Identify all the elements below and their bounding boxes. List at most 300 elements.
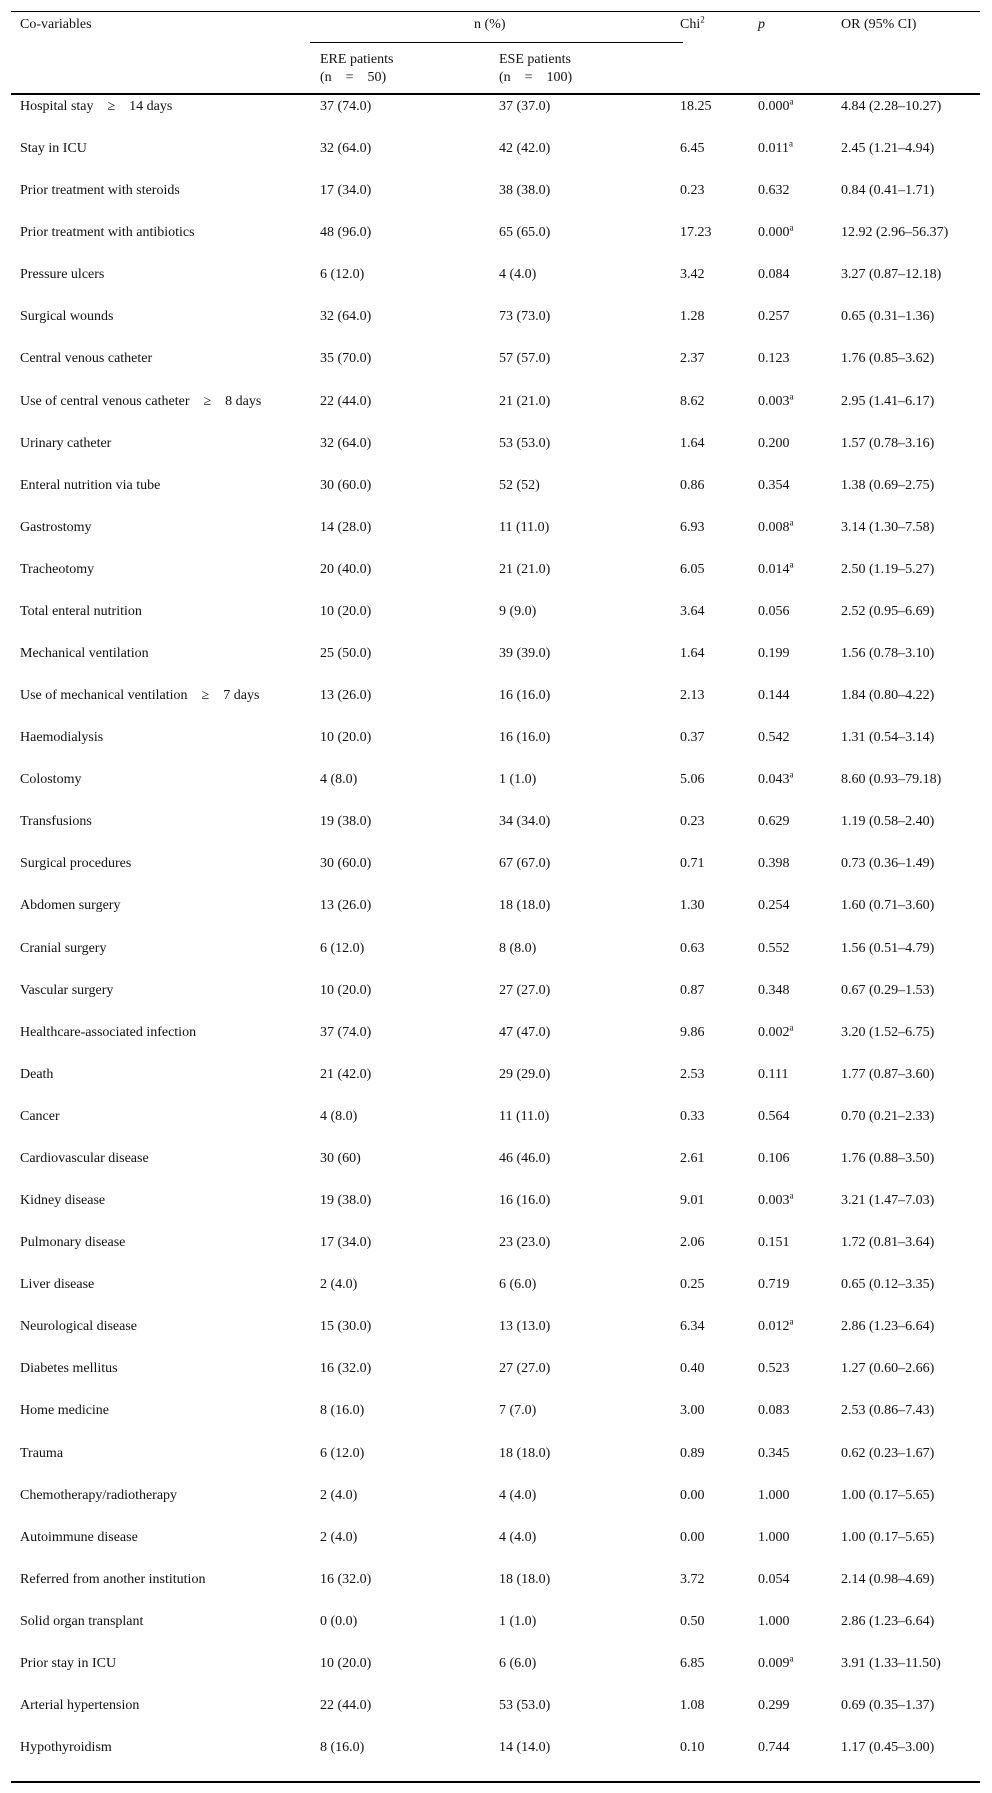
chi-square-cell: 0.23	[680, 183, 705, 199]
ere-count-cell: 30 (60.0)	[320, 856, 372, 872]
ese-count-cell: 37 (37.0)	[499, 99, 551, 114]
ere-count-cell: 4 (8.0)	[320, 1108, 358, 1124]
covariable-cell: Prior stay in ICU	[20, 1655, 117, 1671]
odds-ratio-cell: 2.86 (1.23–6.64)	[841, 1613, 935, 1629]
chi-square-cell: 6.34	[680, 1319, 705, 1335]
covariable-cell: Colostomy	[20, 772, 82, 788]
ese-count-cell: 4 (4.0)	[499, 267, 537, 283]
group-header-rule	[310, 42, 683, 43]
chi-square-cell: 9.01	[680, 1193, 705, 1209]
odds-ratio-cell: 0.67 (0.29–1.53)	[841, 982, 935, 998]
ere-count-cell: 2 (4.0)	[320, 1487, 358, 1503]
p-value-cell	[758, 1108, 838, 1127]
table-row	[11, 1276, 980, 1318]
ese-count-cell: 16 (16.0)	[499, 730, 551, 746]
p-value: 0.744	[758, 1740, 790, 1756]
odds-ratio-cell: 1.72 (0.81–3.64)	[841, 1235, 935, 1251]
ese-count-cell: 6 (6.0)	[499, 1277, 537, 1293]
ere-count-cell: 2 (4.0)	[320, 1277, 358, 1293]
p-value-cell	[758, 1192, 838, 1211]
ese-count-cell: 47 (47.0)	[499, 1024, 551, 1040]
chi-square-cell: 0.89	[680, 1445, 705, 1461]
ere-count-cell: 10 (20.0)	[320, 982, 372, 998]
p-value: 0.299	[758, 1697, 790, 1713]
table-row	[11, 1150, 980, 1192]
odds-ratio-cell: 8.60 (0.93–79.18)	[841, 772, 942, 788]
chi-square-cell: 0.25	[680, 1277, 705, 1293]
table-row	[11, 1697, 980, 1739]
covariable-cell: Solid organ transplant	[20, 1613, 144, 1629]
p-value: 0.008	[758, 519, 790, 535]
chi-square-cell: 0.23	[680, 814, 705, 830]
p-value-cell	[758, 1024, 838, 1043]
p-value: 0.200	[758, 435, 790, 451]
header-p-value: p	[758, 17, 765, 32]
p-value: 1.000	[758, 1529, 790, 1545]
p-value: 0.523	[758, 1361, 790, 1377]
ese-count-cell: 53 (53.0)	[499, 435, 551, 451]
chi-square-cell: 1.08	[680, 1697, 705, 1713]
header-n-percent: n (%)	[474, 17, 506, 32]
table-row	[11, 1066, 980, 1108]
odds-ratio-cell: 3.91 (1.33–11.50)	[841, 1655, 941, 1671]
ese-count-cell: 42 (42.0)	[499, 141, 551, 157]
chi-square-cell: 0.00	[680, 1529, 705, 1545]
covariable-cell: Hospital stay ≥ 14 days	[20, 99, 173, 114]
p-value: 0.011	[758, 141, 789, 157]
covariable-cell: Home medicine	[20, 1403, 110, 1419]
covariable-cell: Autoimmune disease	[20, 1529, 138, 1545]
covariable-cell: Central venous catheter	[20, 351, 153, 367]
chi-square-cell: 0.71	[680, 856, 705, 872]
ere-count-cell: 10 (20.0)	[320, 730, 372, 746]
covariable-cell: Prior treatment with antibiotics	[20, 225, 195, 241]
ese-count-cell: 34 (34.0)	[499, 814, 551, 830]
ese-count-cell: 21 (21.0)	[499, 561, 551, 577]
p-value: 0.564	[758, 1108, 790, 1124]
chi-square-cell: 0.87	[680, 982, 705, 998]
p-value: 0.003	[758, 1193, 790, 1209]
p-value: 0.629	[758, 814, 790, 830]
ese-count-cell: 11 (11.0)	[499, 1108, 550, 1124]
ere-count-cell: 22 (44.0)	[320, 393, 372, 409]
p-value: 0.254	[758, 898, 790, 914]
covariable-cell: Prior treatment with steroids	[20, 183, 180, 199]
significance-marker: a	[789, 390, 794, 401]
covariable-cell: Tracheotomy	[20, 561, 95, 577]
ese-count-cell: 8 (8.0)	[499, 940, 537, 956]
p-value-cell	[758, 771, 838, 790]
chi-square-cell: 2.06	[680, 1235, 705, 1251]
significance-marker: a	[789, 517, 794, 528]
p-value-cell	[758, 729, 838, 748]
ere-count-cell: 6 (12.0)	[320, 940, 365, 956]
p-value-cell	[758, 603, 838, 622]
covariable-cell: Vascular surgery	[20, 982, 114, 998]
p-value-cell	[758, 1445, 838, 1464]
header-odds-ratio: OR (95% CI)	[841, 17, 917, 32]
table-row	[11, 1024, 980, 1066]
table-row	[11, 771, 980, 813]
table-row	[11, 897, 980, 939]
ere-count-cell: 16 (32.0)	[320, 1361, 372, 1377]
p-value-cell	[758, 308, 838, 327]
chi-square-cell: 0.40	[680, 1361, 705, 1377]
table-row	[11, 308, 980, 350]
ese-count-cell: 18 (18.0)	[499, 1571, 551, 1587]
ese-count-cell: 67 (67.0)	[499, 856, 551, 872]
table-row	[11, 1360, 980, 1402]
odds-ratio-cell: 1.31 (0.54–3.14)	[841, 730, 935, 746]
significance-marker: a	[789, 96, 794, 107]
ese-count-cell: 4 (4.0)	[499, 1529, 537, 1545]
p-value-cell	[758, 1655, 838, 1674]
ese-count-cell: 52 (52)	[499, 477, 540, 493]
table-row	[11, 1192, 980, 1234]
table-row	[11, 1108, 980, 1150]
table-row	[11, 940, 980, 982]
significance-marker: a	[789, 769, 794, 780]
p-value: 0.000	[758, 225, 790, 241]
p-value: 0.632	[758, 183, 790, 199]
ere-count-cell: 30 (60)	[320, 1150, 361, 1166]
odds-ratio-cell: 0.62 (0.23–1.67)	[841, 1445, 935, 1461]
p-value: 0.345	[758, 1445, 790, 1461]
odds-ratio-cell: 2.45 (1.21–4.94)	[841, 141, 935, 157]
header-ere-patients: ERE patients	[320, 52, 394, 67]
ese-count-cell: 16 (16.0)	[499, 1193, 551, 1209]
covariable-cell: Healthcare-associated infection	[20, 1024, 197, 1040]
p-value: 0.151	[758, 1235, 790, 1251]
p-value-cell	[758, 1487, 838, 1506]
significance-marker: a	[789, 1022, 794, 1033]
table-row	[11, 1571, 980, 1613]
chi-square-cell: 2.61	[680, 1150, 705, 1166]
table-row	[11, 813, 980, 855]
covariable-cell: Abdomen surgery	[20, 898, 121, 914]
ere-count-cell: 48 (96.0)	[320, 225, 372, 241]
odds-ratio-cell: 12.92 (2.96–56.37)	[841, 225, 949, 241]
p-value: 1.000	[758, 1487, 790, 1503]
covariable-cell: Cardiovascular disease	[20, 1150, 149, 1166]
ese-count-cell: 14 (14.0)	[499, 1740, 551, 1756]
covariable-cell: Use of central venous catheter ≥ 8 days	[20, 393, 262, 409]
header-ese-n: (n = 100)	[499, 70, 573, 85]
p-value: 0.083	[758, 1403, 790, 1419]
p-value: 0.054	[758, 1571, 790, 1587]
p-value: 0.002	[758, 1024, 790, 1040]
chi-square-cell: 1.28	[680, 309, 705, 325]
p-value: 0.111	[758, 1066, 789, 1082]
table-body	[11, 98, 980, 1781]
chi-square-cell: 0.33	[680, 1108, 705, 1124]
chi-square-cell: 0.10	[680, 1740, 705, 1756]
table-row	[11, 645, 980, 687]
ere-count-cell: 25 (50.0)	[320, 646, 372, 662]
header-covariables: Co-variables	[20, 17, 92, 32]
covariable-cell: Kidney disease	[20, 1193, 106, 1209]
p-value-cell	[758, 897, 838, 916]
covariable-cell: Gastrostomy	[20, 519, 92, 535]
p-value-cell	[758, 1276, 838, 1295]
ere-count-cell: 13 (26.0)	[320, 688, 372, 704]
odds-ratio-cell: 1.76 (0.88–3.50)	[841, 1150, 935, 1166]
chi-square-cell: 0.63	[680, 940, 705, 956]
table-row	[11, 182, 980, 224]
chi-square-cell: 3.64	[680, 603, 705, 619]
ere-count-cell: 6 (12.0)	[320, 1445, 365, 1461]
p-value-cell	[758, 224, 838, 243]
table-row	[11, 390, 980, 435]
chi-square-cell: 0.37	[680, 730, 705, 746]
p-value-cell	[758, 98, 838, 117]
p-value-cell	[758, 561, 838, 580]
table-row	[11, 266, 980, 308]
odds-ratio-cell: 2.14 (0.98–4.69)	[841, 1571, 935, 1587]
p-value: 0.144	[758, 688, 790, 704]
p-value: 0.084	[758, 267, 790, 283]
p-value-cell	[758, 266, 838, 285]
chi-square-cell: 3.00	[680, 1403, 705, 1419]
covariable-cell: Use of mechanical ventilation ≥ 7 days	[20, 688, 260, 704]
ere-count-cell: 2 (4.0)	[320, 1529, 358, 1545]
odds-ratio-cell: 2.52 (0.95–6.69)	[841, 603, 935, 619]
p-value-cell	[758, 390, 838, 412]
ese-count-cell: 23 (23.0)	[499, 1235, 551, 1251]
ere-count-cell: 4 (8.0)	[320, 772, 358, 788]
p-value: 0.123	[758, 351, 790, 367]
odds-ratio-cell: 0.73 (0.36–1.49)	[841, 856, 935, 872]
p-value-cell	[758, 940, 838, 959]
covariable-cell: Liver disease	[20, 1277, 95, 1293]
table-row	[11, 1613, 980, 1655]
p-value-cell	[758, 1697, 838, 1716]
ese-count-cell: 1 (1.0)	[499, 1613, 537, 1629]
ese-count-cell: 57 (57.0)	[499, 351, 551, 367]
table-row	[11, 855, 980, 897]
ere-count-cell: 17 (34.0)	[320, 1235, 372, 1251]
covariable-cell: Stay in ICU	[20, 141, 87, 157]
p-value-cell	[758, 645, 838, 664]
odds-ratio-cell: 1.84 (0.80–4.22)	[841, 688, 935, 704]
ere-count-cell: 16 (32.0)	[320, 1571, 372, 1587]
odds-ratio-cell: 0.84 (0.41–1.71)	[841, 183, 935, 199]
p-value-cell	[758, 1571, 838, 1590]
ere-count-cell: 20 (40.0)	[320, 561, 372, 577]
p-value: 0.043	[758, 772, 790, 788]
ese-count-cell: 27 (27.0)	[499, 982, 551, 998]
p-value-cell	[758, 1360, 838, 1379]
table-row	[11, 687, 980, 729]
odds-ratio-cell: 2.86 (1.23–6.64)	[841, 1319, 935, 1335]
p-value: 0.348	[758, 982, 790, 998]
ese-count-cell: 1 (1.0)	[499, 772, 537, 788]
table-row	[11, 140, 980, 182]
odds-ratio-cell: 2.50 (1.19–5.27)	[841, 561, 935, 577]
table-row	[11, 1487, 980, 1529]
odds-ratio-cell: 2.95 (1.41–6.17)	[841, 393, 935, 409]
ere-count-cell: 8 (16.0)	[320, 1403, 365, 1419]
table-bottom-rule	[11, 1781, 980, 1783]
odds-ratio-cell: 1.77 (0.87–3.60)	[841, 1066, 935, 1082]
ese-count-cell: 21 (21.0)	[499, 393, 551, 409]
p-value-cell	[758, 1234, 838, 1253]
significance-marker: a	[789, 1316, 794, 1327]
chi-square-cell: 3.72	[680, 1571, 705, 1587]
covariable-cell: Pressure ulcers	[20, 267, 105, 283]
chi-square-cell: 0.86	[680, 477, 705, 493]
p-value: 0.542	[758, 730, 790, 746]
chi-square-cell: 9.86	[680, 1024, 705, 1040]
header-bottom-rule	[11, 93, 980, 95]
p-value: 0.056	[758, 603, 790, 619]
table-row	[11, 224, 980, 266]
odds-ratio-cell: 1.38 (0.69–2.75)	[841, 477, 935, 493]
table-row	[11, 1234, 980, 1276]
p-value-cell	[758, 140, 838, 159]
odds-ratio-cell: 1.56 (0.51–4.79)	[841, 940, 935, 956]
p-value: 0.199	[758, 646, 790, 662]
odds-ratio-cell: 1.57 (0.78–3.16)	[841, 435, 935, 451]
chi-square-cell: 2.53	[680, 1066, 705, 1082]
ese-count-cell: 73 (73.0)	[499, 309, 551, 325]
p-value-cell	[758, 1402, 838, 1421]
covariable-cell: Surgical wounds	[20, 309, 114, 325]
p-value: 0.398	[758, 856, 790, 872]
ese-count-cell: 16 (16.0)	[499, 688, 551, 704]
ere-count-cell: 0 (0.0)	[320, 1613, 358, 1629]
ese-count-cell: 11 (11.0)	[499, 519, 550, 535]
significance-marker: a	[789, 222, 794, 233]
chi-square-cell: 3.42	[680, 267, 705, 283]
header-chi-square	[680, 16, 705, 34]
ese-count-cell: 18 (18.0)	[499, 898, 551, 914]
p-value: 0.106	[758, 1150, 790, 1166]
covariable-cell: Transfusions	[20, 814, 92, 830]
significance-marker: a	[789, 1653, 794, 1664]
ere-count-cell: 19 (38.0)	[320, 1193, 372, 1209]
table-row	[11, 729, 980, 771]
covariable-cell: Enteral nutrition via tube	[20, 477, 161, 493]
table-row	[11, 477, 980, 519]
ese-count-cell: 18 (18.0)	[499, 1445, 551, 1461]
odds-ratio-cell: 3.14 (1.30–7.58)	[841, 519, 935, 535]
p-value-cell	[758, 1066, 838, 1085]
p-value-cell	[758, 687, 838, 706]
ese-count-cell: 7 (7.0)	[499, 1403, 537, 1419]
header-chi-label: Chi	[680, 17, 701, 32]
chi-square-cell: 8.62	[680, 393, 705, 409]
covariable-cell: Hypothyroidism	[20, 1740, 112, 1756]
chi-square-cell: 1.30	[680, 898, 705, 914]
p-value: 0.719	[758, 1277, 790, 1293]
p-value: 0.257	[758, 309, 790, 325]
odds-ratio-cell: 3.21 (1.47–7.03)	[841, 1193, 935, 1209]
p-value-cell	[758, 1318, 838, 1337]
p-value-cell	[758, 477, 838, 496]
ere-count-cell: 32 (64.0)	[320, 141, 372, 157]
p-value-cell	[758, 350, 838, 369]
odds-ratio-cell: 1.17 (0.45–3.00)	[841, 1740, 935, 1756]
table-row	[11, 1529, 980, 1571]
covariable-cell: Diabetes mellitus	[20, 1361, 118, 1377]
odds-ratio-cell: 0.69 (0.35–1.37)	[841, 1697, 935, 1713]
covariable-cell: Pulmonary disease	[20, 1235, 126, 1251]
ere-count-cell: 30 (60.0)	[320, 477, 372, 493]
ere-count-cell: 14 (28.0)	[320, 519, 372, 535]
covariable-cell: Mechanical ventilation	[20, 646, 149, 662]
covariable-cell: Death	[20, 1066, 54, 1082]
table-row	[11, 561, 980, 603]
table-row	[11, 1402, 980, 1444]
table-row	[11, 519, 980, 561]
p-value-cell	[758, 855, 838, 874]
header-ere-n: (n = 50)	[320, 70, 387, 85]
odds-ratio-cell: 1.56 (0.78–3.10)	[841, 646, 935, 662]
header-ese-patients: ESE patients	[499, 52, 571, 67]
chi-square-cell: 1.64	[680, 646, 705, 662]
table-row	[11, 603, 980, 645]
covariable-cell: Neurological disease	[20, 1319, 138, 1335]
table-row	[11, 435, 980, 477]
odds-ratio-cell: 0.70 (0.21–2.33)	[841, 1108, 935, 1124]
odds-ratio-cell: 1.00 (0.17–5.65)	[841, 1487, 935, 1503]
p-value-cell	[758, 813, 838, 832]
ere-count-cell: 17 (34.0)	[320, 183, 372, 199]
covariable-cell: Cancer	[20, 1108, 60, 1124]
covariable-cell: Cranial surgery	[20, 940, 107, 956]
chi-square-cell: 2.37	[680, 351, 705, 367]
odds-ratio-cell: 0.65 (0.12–3.35)	[841, 1277, 935, 1293]
table-row	[11, 982, 980, 1024]
ere-count-cell: 10 (20.0)	[320, 1655, 372, 1671]
header-chi-superscript: 2	[700, 14, 705, 25]
chi-square-cell: 17.23	[680, 225, 712, 241]
p-value: 0.009	[758, 1655, 790, 1671]
ese-count-cell: 6 (6.0)	[499, 1655, 537, 1671]
chi-square-cell: 6.45	[680, 141, 705, 157]
p-value: 0.012	[758, 1319, 790, 1335]
table-row	[11, 1655, 980, 1697]
odds-ratio-cell: 0.65 (0.31–1.36)	[841, 309, 935, 325]
odds-ratio-cell: 1.27 (0.60–2.66)	[841, 1361, 935, 1377]
table-row	[11, 1739, 980, 1781]
ese-count-cell: 27 (27.0)	[499, 1361, 551, 1377]
odds-ratio-cell: 4.84 (2.28–10.27)	[841, 99, 942, 114]
ere-count-cell: 15 (30.0)	[320, 1319, 372, 1335]
p-value: 0.014	[758, 561, 790, 577]
table-row	[11, 1445, 980, 1487]
p-value: 0.003	[758, 393, 790, 409]
ere-count-cell: 35 (70.0)	[320, 351, 372, 367]
ese-count-cell: 13 (13.0)	[499, 1319, 551, 1335]
covariable-cell: Trauma	[20, 1445, 64, 1461]
ese-count-cell: 9 (9.0)	[499, 603, 537, 619]
p-value: 0.354	[758, 477, 790, 493]
ere-count-cell: 32 (64.0)	[320, 309, 372, 325]
p-value: 1.000	[758, 1613, 790, 1629]
table-row	[11, 1318, 980, 1360]
ere-count-cell: 6 (12.0)	[320, 267, 365, 283]
ere-count-cell: 22 (44.0)	[320, 1697, 372, 1713]
ere-count-cell: 21 (42.0)	[320, 1066, 372, 1082]
p-value-cell	[758, 982, 838, 1001]
significance-marker: a	[789, 559, 794, 570]
table-row	[11, 350, 980, 392]
ere-count-cell: 32 (64.0)	[320, 435, 372, 451]
p-value-cell	[758, 519, 838, 538]
ere-count-cell: 8 (16.0)	[320, 1740, 365, 1756]
